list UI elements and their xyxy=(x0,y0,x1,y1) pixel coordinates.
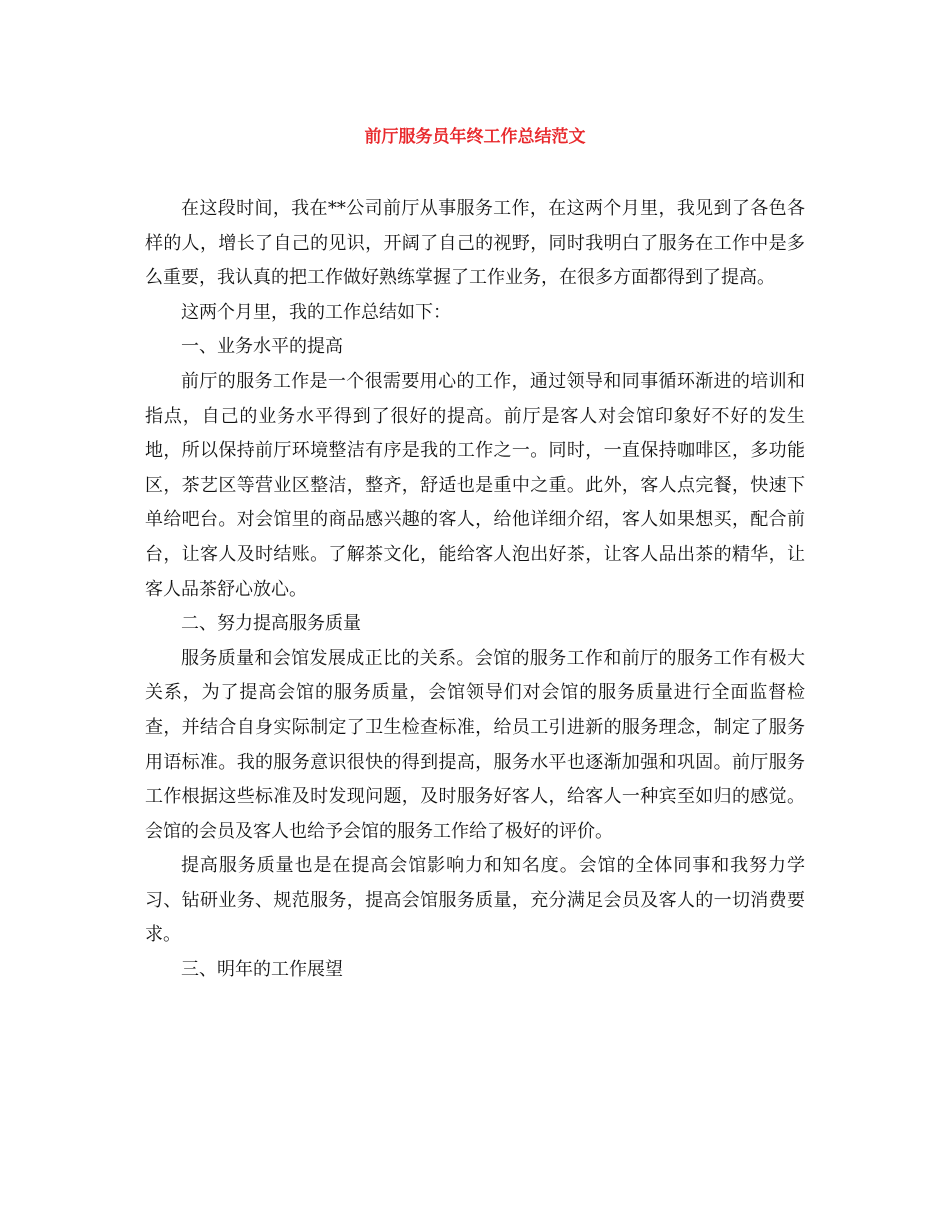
section-heading-1: 一、业务水平的提高 xyxy=(181,336,343,358)
document-body xyxy=(145,192,805,988)
section-heading-3: 三、明年的工作展望 xyxy=(181,959,343,981)
section-heading-2: 二、努力提高服务质量 xyxy=(181,613,361,635)
paragraph-intro: 在这段时间，我在**公司前厅从事服务工作，在这两个月里，我见到了各色各样的人，增长了自己的见识，开阔了自己的视野，同时我明白了服务在工作中是多么重要，我认真的把工作做好熟练掌握了工作业务，在很多方面都得到了提高。 xyxy=(145,198,805,289)
paragraph-summary-lead: 这两个月里，我的工作总结如下： xyxy=(181,301,451,323)
document-title: 前厅服务员年终工作总结范文 xyxy=(364,127,586,147)
paragraph-section-2a: 服务质量和会馆发展成正比的关系。会馆的服务工作和前厅的服务工作有极大关系，为了提高会馆的服务质量，会馆领导们对会馆的服务质量进行全面监督检查，并结合自身实际制定了卫生检查标准，给员工引进新的服务理念，制定了服务用语标准。我的服务意识很快的得到提高，服务水平也逐渐加强和巩固。前厅服务工作根据这些标准及时发现问题，及时服务好客人，给客人一种宾至如归的感觉。会馆的会员及客人也给予会馆的服务工作给了极好的评价。 xyxy=(145,647,805,842)
paragraph-section-2b: 提高服务质量也是在提高会馆影响力和知名度。会馆的全体同事和我努力学习、钻研业务、规范服务，提高会馆服务质量，充分满足会员及客人的一切消费要求。 xyxy=(145,855,805,946)
paragraph-section-1: 前厅的服务工作是一个很需要用心的工作，通过领导和同事循环渐进的培训和指点，自己的业务水平得到了很好的提高。前厅是客人对会馆印象好不好的发生地，所以保持前厅环境整洁有序是我的工作之一。同时，一直保持咖啡区，多功能区，茶艺区等营业区整洁，整齐，舒适也是重中之重。此外，客人点完餐，快速下单给吧台。对会馆里的商品感兴趣的客人，给他详细介绍，客人如果想买，配合前台，让客人及时结账。了解茶文化，能给客人泡出好茶，让客人品出茶的精华，让客人品茶舒心放心。 xyxy=(145,370,805,600)
